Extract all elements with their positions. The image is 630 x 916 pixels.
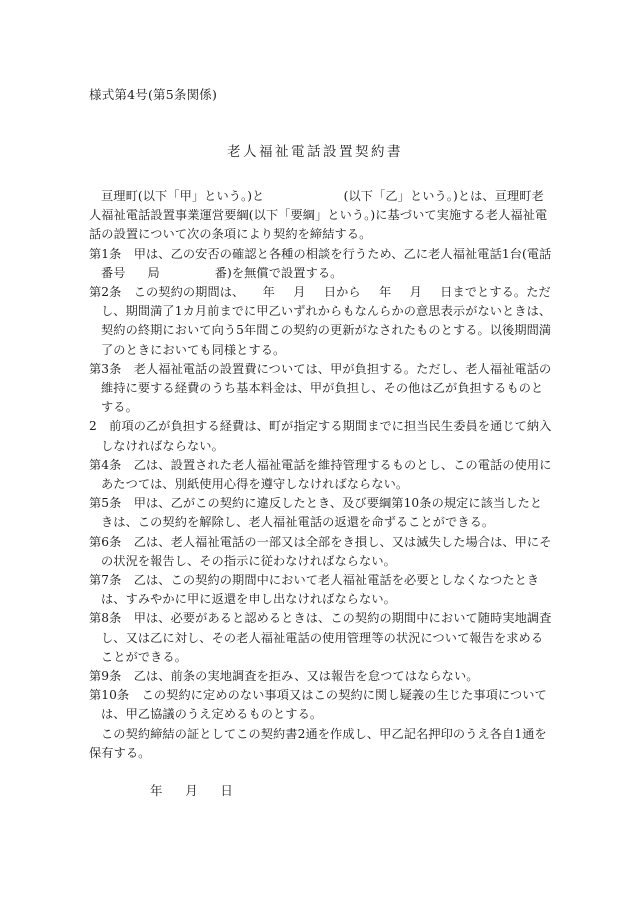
article-2-number: 第2条 — [89, 285, 122, 300]
article-9 — [89, 667, 552, 686]
contract-body — [89, 187, 552, 763]
article-2-text-rest: ただし、期間満了1カ月前までに甲乙いずれからもなんらかの意思表示がないときは、契約の終期において向う5年間この契約の更新がなされたものとする。以後期間満了のときにおいても同様とする。 — [101, 285, 552, 357]
article-2-end-year: 年 — [378, 285, 392, 300]
preamble-part-a: 亘理町(以下「甲」という。)と — [101, 189, 265, 203]
date-month: 月 — [185, 783, 198, 798]
article-3-paragraph-2 — [89, 417, 552, 455]
article-2-end-month: 月 — [409, 285, 422, 300]
article-4-number: 第4条 — [89, 457, 122, 472]
article-2-start-year: 年 — [262, 285, 275, 300]
article-3-paragraph-2-text: 前項の乙が負担する経費は、町が指定する期間までに担当民生委員を通じて納入しなければならない。 — [101, 419, 552, 453]
article-1-number: 第1条 — [89, 246, 122, 261]
article-10-number: 第10条 — [89, 688, 130, 703]
article-6-number: 第6条 — [89, 534, 122, 549]
article-5 — [89, 494, 552, 532]
article-3-number: 第3条 — [89, 361, 122, 376]
form-number: 様式第4号(第5条関係) — [89, 87, 218, 102]
article-1-text-a: 甲は、乙の安否の確認と各種の相談を行うため、乙に老人福祉電話1台(電話番号 — [101, 246, 552, 280]
preamble — [89, 187, 552, 245]
article-10-text: この契約に定めのない事項又はこの契約に関し疑義の生じた事項については、甲乙協議のうえ定めるものとする。 — [101, 688, 547, 722]
article-2 — [89, 283, 552, 360]
article-7-text: 乙は、この契約の期間中において老人福祉電話を必要としなくなつたときは、すみやかに甲に返還を申し出なければならない。 — [101, 573, 540, 607]
date-line — [150, 781, 233, 799]
article-3-text: 老人福祉電話の設置費については、甲が負担する。ただし、老人福祉電話の維持に要する経費のうち基本料金は、甲が負担し、その他は乙が負担するものとする。 — [101, 361, 552, 415]
article-2-end-day: 日までとする。 — [440, 285, 527, 300]
article-8-number: 第8条 — [89, 611, 122, 626]
article-1-text-b: 局 — [147, 265, 160, 280]
article-2-start-day: 日から — [323, 285, 361, 300]
date-day: 日 — [220, 783, 234, 798]
date-year: 年 — [150, 783, 163, 798]
article-1-text-c: 番)を無償で設置する。 — [214, 265, 343, 280]
article-3-paragraph-2-number: 2 — [89, 419, 97, 434]
article-9-text: 乙は、前条の実地調査を拒み、又は報告を怠つてはならない。 — [133, 669, 479, 684]
article-7 — [89, 571, 552, 609]
article-8 — [89, 609, 552, 667]
article-5-text: 甲は、乙がこの契約に違反したとき、及び要綱第10条の規定に該当したときは、この契約を解除し、老人福祉電話の返還を命ずることができる。 — [101, 496, 543, 530]
article-7-number: 第7条 — [89, 573, 122, 588]
article-10 — [89, 686, 552, 724]
article-6 — [89, 533, 552, 571]
article-9-number: 第9条 — [89, 669, 122, 684]
article-2-start-month: 月 — [293, 285, 306, 300]
document-title: 老人福祉電話設置契約書 — [227, 144, 403, 160]
article-5-number: 第5条 — [89, 496, 122, 511]
article-4-text: 乙は、設置された老人福祉電話を維持管理するものとし、この電話の使用にあたつては、別紙使用心得を遵守しなければならない。 — [101, 457, 552, 492]
closing-statement: この契約締結の証としてこの契約書2通を作成し、甲乙記名押印のうえ各自1通を保有する。 — [89, 726, 547, 760]
article-3 — [89, 360, 552, 418]
article-4 — [89, 456, 552, 494]
article-1 — [89, 245, 552, 283]
article-8-text: 甲は、必要があると認めるときは、この契約の期間中において随時実地調査し、又は乙に対し、その老人福祉電話の使用管理等の状況について報告を求めることができる。 — [101, 611, 552, 664]
preamble-part-b: (以下「乙」という。)とは、亘理町老人福祉電話設置事業運営要綱(以下「要綱」という。)に基づいて実施する老人福祉電話の設置について次の条項により契約を締結する。 — [89, 189, 548, 242]
article-6-text: 乙は、老人福祉電話の一部又は全部をき損し、又は滅失した場合は、甲にその状況を報告し、その指示に従わなければならない。 — [101, 534, 552, 568]
article-2-text-a: この契約の期間は、 — [133, 285, 245, 300]
